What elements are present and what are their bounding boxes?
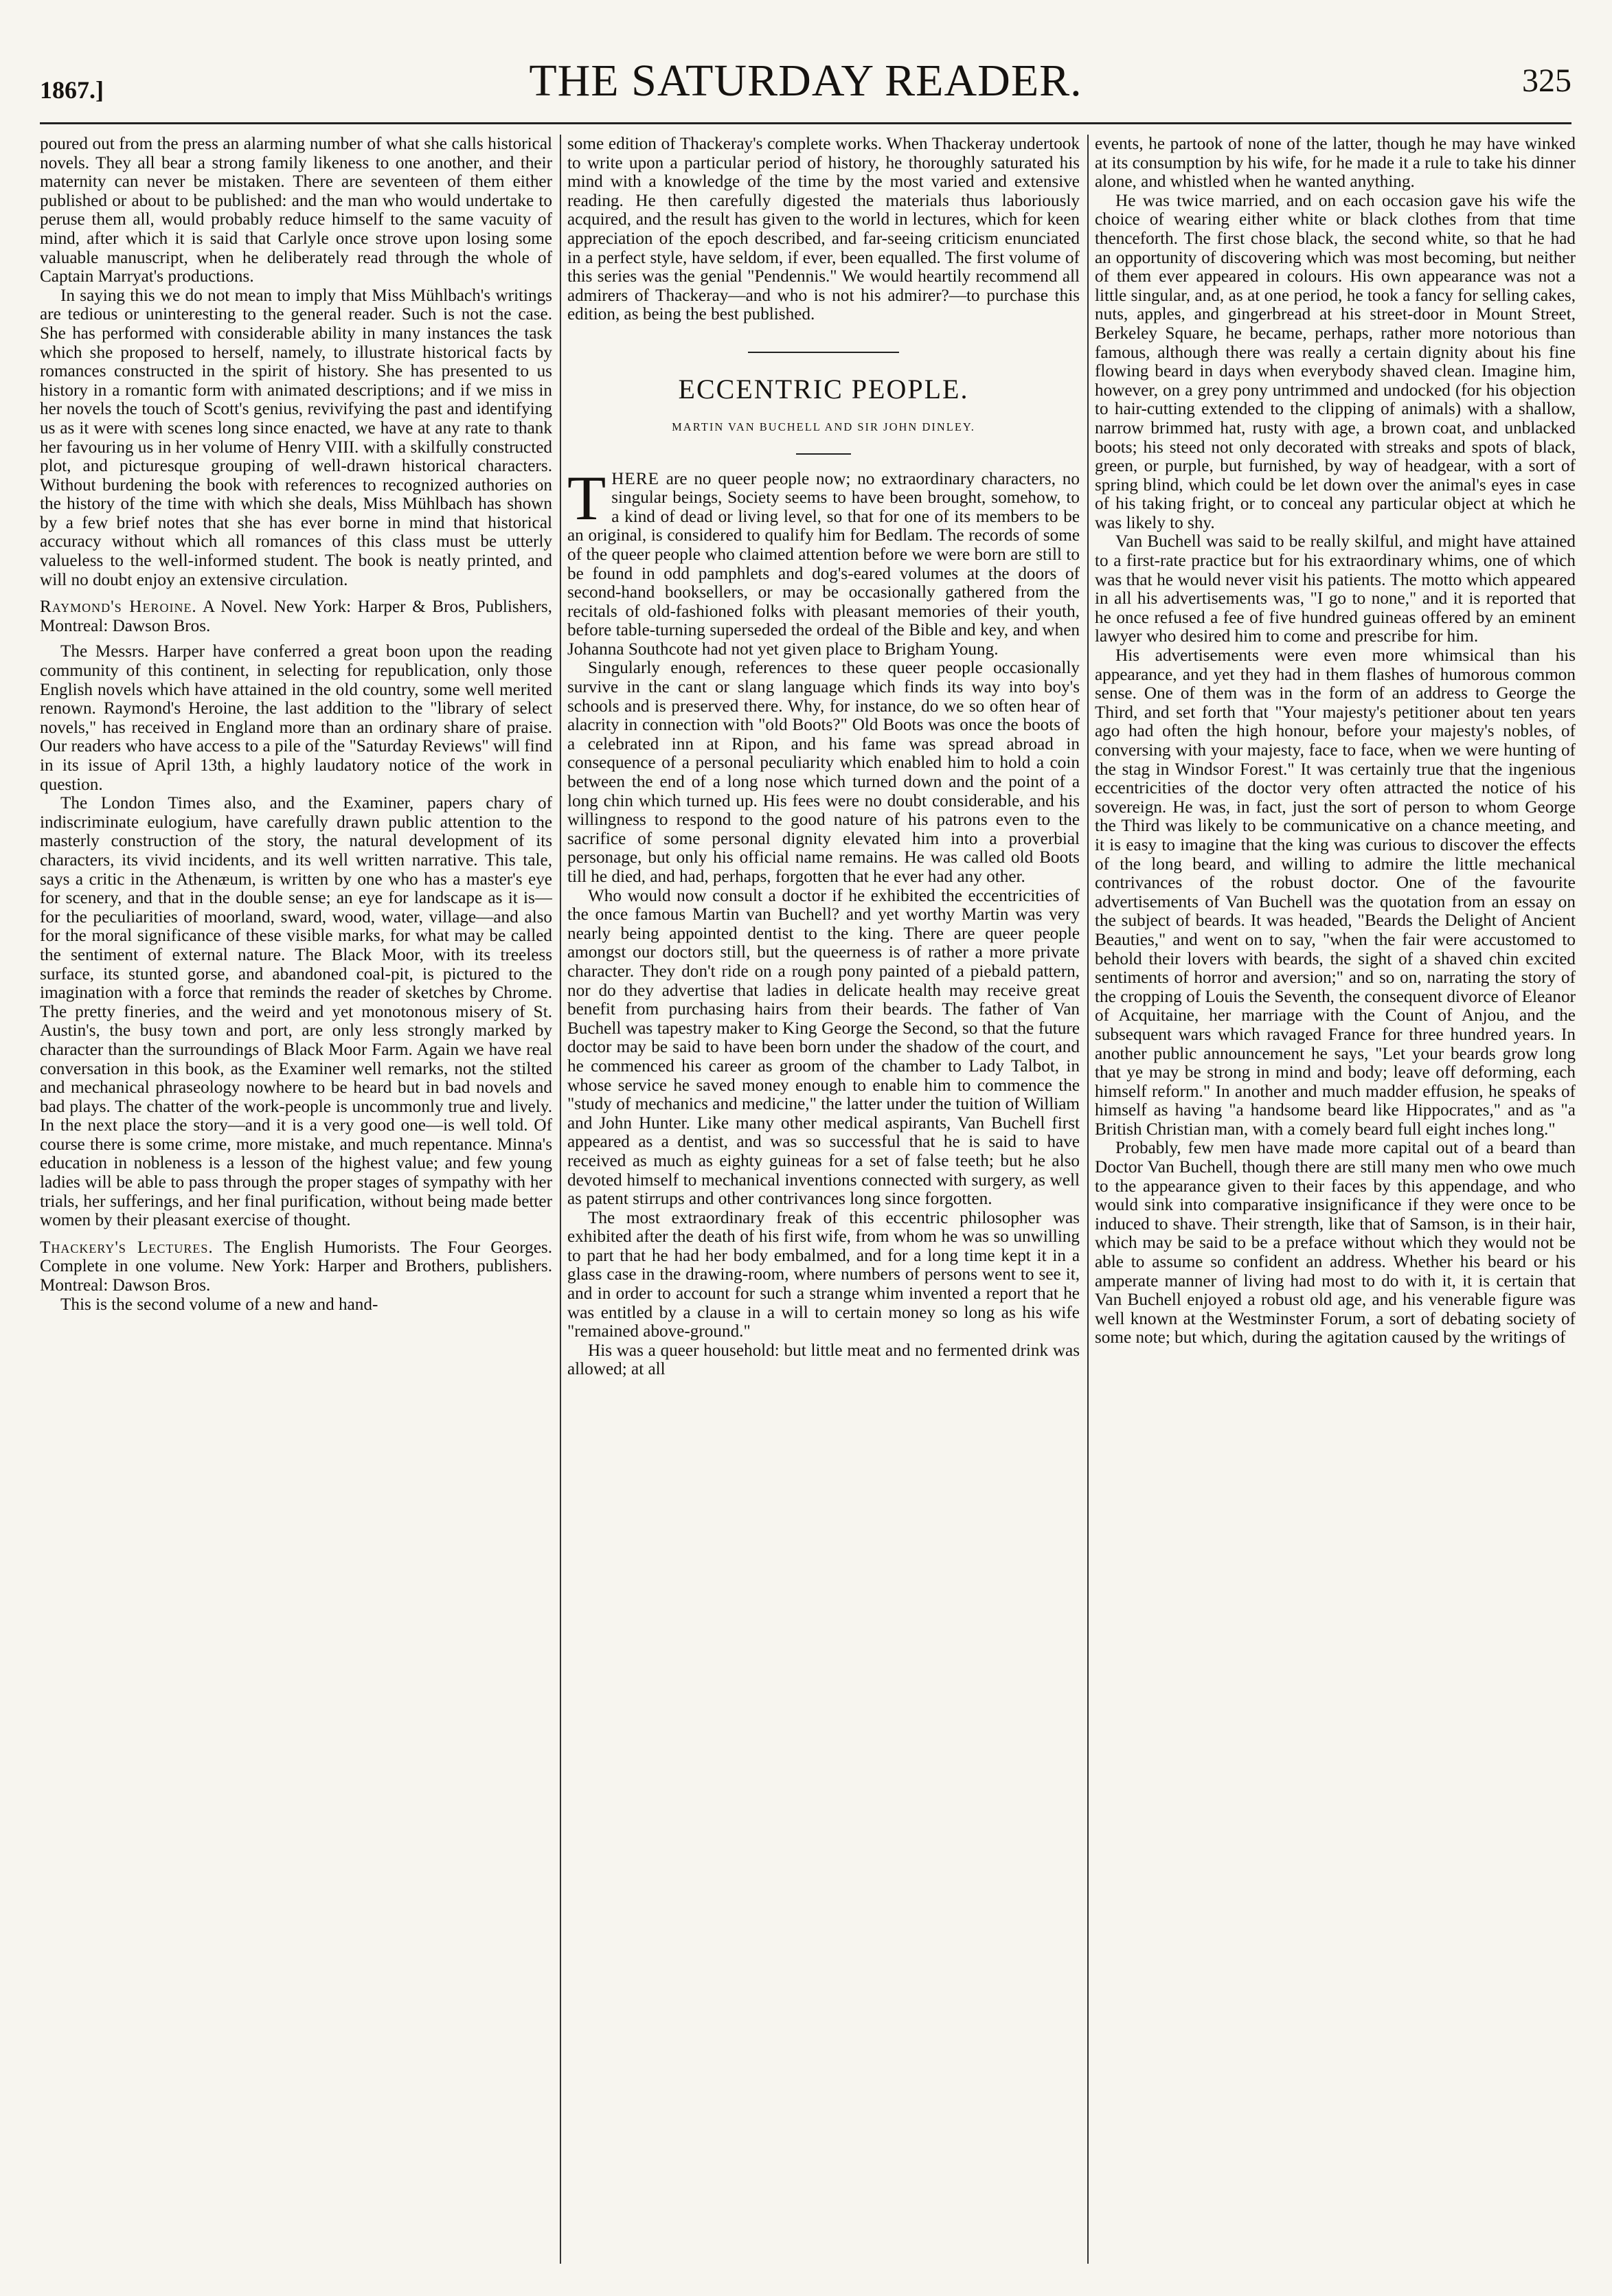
review-title: Thackery's Lectures. <box>40 1238 214 1257</box>
column-divider <box>560 135 561 2264</box>
issue-date: 1867.] <box>40 76 104 104</box>
column-1 <box>40 135 552 2264</box>
paragraph: some edition of Thackeray's complete works. When Thackeray undertook to write upon a particular period of history, he thoroughly saturated his mind with a knowledge of the time by the most varied and extensive reading. He then carefully digested the materials thus laboriously acquired, and the result has given to the world in lectures, which for keen appreciation of the epoch described, and far-seeing criticism enunciated in a perfect style, have seldom, if ever, been equalled. The first volume of this series was the genial "Pendennis." We would heartily recommend all admirers of Thackeray—and who is not his admirer?—to purchase this edition, as being the best published. <box>567 135 1080 324</box>
opening-paragraph <box>567 462 1080 659</box>
paragraph: He was twice married, and on each occasion gave his wife the choice of wearing either white or black clothes from that time thenceforth. The first chose black, the second white, so that he had an opportunity of discovering which was most becoming, but neither of them ever appeared in colours. His own appearance was not a little singular, and, as at one period, he took a fancy for selling cakes, nuts, apples, and gingerbread at his street-door in Mount Street, Berkeley Square, he became, perhaps, rather more notorious than famous, although there was really a certain dignity about his fine flowing beard in days when everybody shaved clean. Imagine him, however, on a grey pony untrimmed and undocked (for his objection to hair-cutting extended to the clipping of animals) with a shallow, narrow brimmed hat, rusty with age, a brown coat, and unblacked boots; his steed not only decorated with streaks and spots of black, green, or purple, but furnished, by way of headgear, with a sort of spring blind, which could be let down over the animal's eyes in case of his taking fright, or to conceal any particular object at which he was likely to shy. <box>1095 191 1576 532</box>
subtitle-rule <box>796 453 851 455</box>
page-number: 325 <box>1522 62 1571 99</box>
paragraph: Singularly enough, references to these queer people occasionally survive in the cant or slang language which finds its way into boy's schools and is preserved there. Why, for instance, do we so often hear of alacrity in connection with "old Boots?" Old Boots was once the boots of a celebrated inn at Ripon, and his fame was spread abroad in consequence of a personal peculiarity which enabled him to hold a coin between the end of a long nose which turned down and the point of a long chin which turned up. His fees were no doubt considerable, and his willingness to respond to the good nature of his patrons even to the sacrifice of some personal dignity elevated him into a proverbial personage, but only his official name remains. He was called old Boots till he died, and had, perhaps, forgotten that he ever had any other. <box>567 659 1080 886</box>
paragraph: poured out from the press an alarming number of what she calls historical novels. They all bear a strong family likeness to one another, and their maternity can never be mistaken. There are seventeen of them either published or about to be published: and the man who would undertake to peruse them all, would probably reduce himself to the same vacuity of mind, after which it is said that Carlyle once strove upon losing some valuable manuscript, when he deliberately read through the whole of Captain Marryat's productions. <box>40 135 552 286</box>
column-3 <box>1095 135 1576 2264</box>
paragraph: His was a queer household: but little meat and no fermented drink was allowed; at all <box>567 1341 1080 1379</box>
paragraph: events, he partook of none of the latter, though he may have winked at its consumption by his wife, for he made it a rule to take his dinner alone, and whistled when he wanted anything. <box>1095 135 1576 192</box>
paragraph: Van Buchell was said to be really skilful, and might have attained to a first-rate practice but for his extraordinary whims, one of which was that he would never visit his patients. The motto which appeared in all his advertisements was, "I go to none," and it is reported that he once refused a fee of five hundred guineas offered by an eminent lawyer who desired him to come and prescribe for him. <box>1095 532 1576 646</box>
paragraph: This is the second volume of a new and hand- <box>60 1295 378 1314</box>
article-subtitle: MARTIN VAN BUCHELL AND SIR JOHN DINLEY. <box>672 420 975 433</box>
masthead-title: THE SATURDAY READER. <box>529 56 1082 106</box>
paragraph-text: are no queer people now; no extraordinary characters, no singular beings, Society seems to have been brought, somehow, to a kind of dead or living level, so that for one of its members to be an original, is considered to qualify him for Bedlam. The records of some of the queer people who claimed attention before we were born are still to be found in odd pamphlets and dog's-eared volumes at the doors of second-hand booksellers, or may be occasionally gathered from the recitals of old-fashioned folks with pleasant memories of their youth, before table-turning superseded the ordeal of the Bible and key, and when Johanna Southcote had not yet given place to Brigham Young. <box>567 469 1080 659</box>
paragraph: Probably, few men have made more capital out of a beard than Doctor Van Buchell, though there are still many men who owe much to the appearance given to their faces by this appendage, and who would sink into comparative insignificance if they were once to be induced to shave. Their strength, like that of Samson, is in their hair, which may be said to be a preface without which they would not be able to assume so confident an address. Whether his beard or his amperate manner of living had most to do with it, it is certain that Van Buchell enjoyed a robust old age, and his venerable figure was well known at the Westminster Forum, a sort of debating society of some note; but which, during the agitation caused by the writings of <box>1095 1139 1576 1348</box>
review-publication: A Novel. New York: Harper & Bros, Publishers, Montreal: Dawson Bros. <box>40 598 552 635</box>
paragraph: The most extraordinary freak of this eccentric philosopher was exhibited after the death of his first wife, from whom he was so unwilling to part that he had her body embalmed, and for a long time kept it in a glass case in the drawing-room, where numbers of persons went to see it, and in order to account for such a strange whim invented a report that he was entitled by a clause in a will to certain money so long as his wife "remained above-ground." <box>567 1208 1080 1341</box>
first-word: HERE <box>611 469 659 488</box>
drop-cap: T <box>567 462 606 533</box>
review-publication: The English Humorists. The Four Georges. Complete in one volume. New York: Harper and Brothers, publishers. Montreal: Dawson Bros. <box>40 1238 552 1295</box>
page-header <box>40 40 1571 122</box>
section-rule <box>748 352 899 353</box>
paragraph: His advertisements were even more whimsical than his appearance, and yet they had in them flashes of humorous common sense. One of them was in the form of an address to George the Third, and set forth that "Your majesty's petitioner about ten years ago had often the high honour, before your majesty's nobles, of conversing with your majesty, face to face, when we were hunting of the stag in Windsor Forest." It was certainly true that the ingenious eccentricities of the doctor very often attracted the notice of his sovereign. He was, in fact, just the sort of person to whom George the Third was likely to be communicative on a chance meeting, and it is easy to imagine that the king was curious to discover the effects of the long beard, and willing to admire the little mechanical contrivances of the robust doctor. One of the favourite advertisements of Van Buchell was the quotation from an essay on the subject of beards. It was headed, "Beards the Delight of Ancient Beauties," and went on to say, "when the fair were accustomed to behold their lovers with beards, the sight of a shaved chin excited sentiments of horror and aversion;" and so on, narrating the story of the cropping of Louis the Seventh, the consequent divorce of Eleanor of Acquitaine, her marriage with the Count of Anjou, and the subsequent wars which ravaged France for three hundred years. In another public announcement he says, "Let your beards grow long that ye may be strong in mind and body; leave off deforming, each himself reform." In another and much madder effusion, he speaks of himself as having "a handsome beard like Hippocrates," and as "a British Christian man, with a comely beard full eight inches long." <box>1095 646 1576 1139</box>
review-heading <box>40 598 552 635</box>
header-rule <box>40 122 1571 124</box>
paragraph: In saying this we do not mean to imply that Miss Mühlbach's writings are tedious or uninteresting to the general reader. Such is not the case. She has performed with considerable ability in many instances the task which she proposed to herself, namely, to illustrate historical facts by romances constructed in the spirit of history. She has presented to us history in a romantic form with animated descriptions; and if we miss in her novels the touch of Scott's genius, revivifying the past and identifying us as it were with scenes long since enacted, we have at any rate to thank her favouring us in her volume of Henry VIII. with a skilfully constructed plot, and picturesque grouping of well-drawn historical characters. Without burdening the book with references to recognized authories on the history of the time with which she deals, Miss Mühlbach has shown by a few brief notes that she has ever borne in mind that historical accuracy without which all romances of this class must be utterly valueless to the well-informed student. The book is neatly printed, and will no doubt enjoy an extensive circulation. <box>40 286 552 589</box>
paragraph: Who would now consult a doctor if he exhibited the eccentricities of the once famous Martin van Buchell? and yet worthy Martin was very nearly being appointed dentist to the king. There are queer people amongst our doctors still, but the queerness is of rather a more private character. They don't ride on a rough pony painted of a piebald pattern, nor do they advertise that ladies in delicate health may receive great benefit from purchasing hairs from their beards. The father of Van Buchell was tapestry maker to King George the Second, so that the future doctor may be said to have been born under the shadow of the court, and he commenced his career as groom of the chamber to Lady Talbot, in whose service he saved money enough to enable him to commence the "study of mechanics and medicine," the latter under the tuition of William and John Hunter. Like many other medical aspirants, Van Buchell first appeared as a dentist, and was so successful that he is said to have received as much as eighty guineas for a set of false teeth; but he also devoted himself to mechanical inventions connected with surgery, as well as patent stirrups and other contrivances long since forgotten. <box>567 886 1080 1209</box>
column-divider <box>1087 135 1089 2264</box>
paragraph: The Messrs. Harper have conferred a great boon upon the reading community of this continent, in selecting for republication, only those English novels which have attained in the old country, some well merited renown. Raymond's Heroine, the last addition to the "library of select novels," has received in England more than an ordinary share of praise. Our readers who have access to a pile of the "Saturday Reviews" will find in its issue of April 13th, a highly laudatory notice of the work in question. <box>40 642 552 794</box>
paragraph: The London Times also, and the Examiner, papers chary of indiscriminate eulogium, have carefully drawn public attention to the masterly construction of the story, the natural development of its characters, its vivid incidents, and its well written narrative. This tale, says a critic in the Athenæum, is written by one who has a master's eye for scenery, and that in the double sense; an eye for landscape as it is—for the peculiarities of moorland, sward, wood, water, village—and also for the moral significance of these visible marks, for what may be called the sentiment of external nature. The Black Moor, with its treeless surface, its stunted gorse, and abandoned coal-pit, is pictured to the imagination with a force that reminds the reader of sketches by Chrome. The pretty fineries, and the weird and yet monotonous misery of St. Austin's, the busy town and port, are only less strongly marked by character than the surroundings of Black Moor Farm. Again we have real conversation in this book, as the Examiner well remarks, not the stilted and mechanical phraseology nowhere to be heard but in bad novels and bad plays. The chatter of the work-people is uncommonly true and lively. In the next place the story—and it is a very good one—is well told. Of course there is some crime, more mistake, and much repentance. Minna's education in nobleness is a lesson of the highest value; and few young ladies will be able to pass through the proper stages of sympathy with her trials, her sufferings, and her final purification, without being made better women by their pleasant exercise of thought. <box>40 794 552 1230</box>
review-title: Raymond's Heroine. <box>40 598 197 617</box>
article-title: ECCENTRIC PEOPLE. <box>678 373 969 405</box>
column-2 <box>567 135 1080 2264</box>
review-heading <box>40 1238 552 1295</box>
